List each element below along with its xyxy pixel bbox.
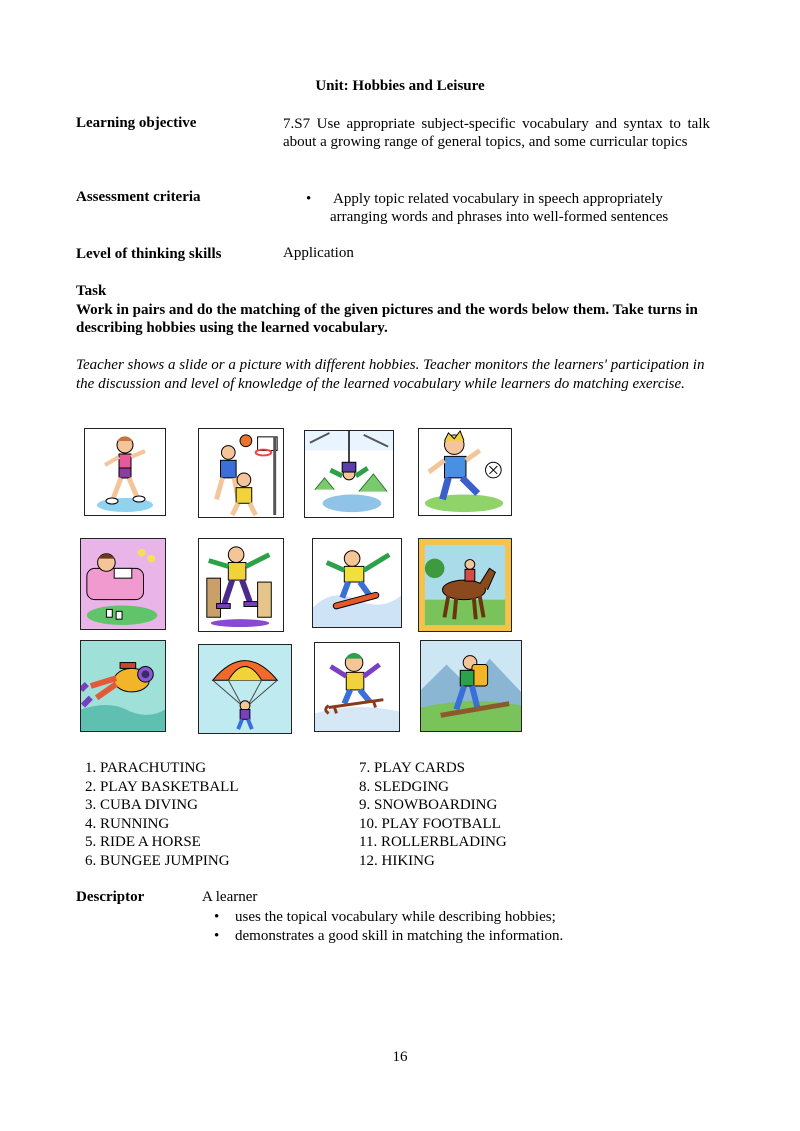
snowboarder-icon (312, 538, 402, 628)
teacher-note: Teacher shows a slide or a picture with different hobbies. Teacher monitors the learners' participation in the discussion and level of knowledge of the learned vocabulary while learners do matching exercise. (76, 357, 705, 392)
descriptor-label: Descriptor (76, 889, 145, 905)
assessment-criteria-bullet: • (306, 191, 312, 207)
scuba-diver-icon (80, 640, 166, 732)
learning-objective-label: Learning objective (76, 115, 197, 131)
parachutist-icon (198, 644, 292, 734)
task-instruction: Work in pairs and do the matching of the given pictures and the words below them. Take turns in describing hobbies using the learned vocabulary. (76, 302, 698, 336)
assessment-criteria-value (330, 190, 713, 226)
card-player-icon (80, 538, 166, 630)
vocab-item: 8. SLEDGING (359, 778, 449, 795)
horse-rider-icon (418, 538, 512, 632)
vocab-item: 10. PLAY FOOTBALL (359, 815, 501, 832)
descriptor-intro: A learner (202, 889, 258, 905)
assessment-criteria-line-2: arranging words and phrases into well-formed sentences (330, 209, 669, 225)
football-boy-icon (418, 428, 512, 516)
rollerblader-icon (198, 538, 284, 632)
vocab-item: 2. PLAY BASKETBALL (85, 778, 239, 795)
vocab-item: 5. RIDE A HORSE (85, 834, 201, 850)
thinking-skills-label: Level of thinking skills (76, 246, 222, 262)
sledger-icon (314, 642, 400, 732)
learning-objective-value: 7.S7 Use appropriate subject-specific vocabulary and syntax to talk about a growing range of general topics, and some curricular topics (283, 116, 710, 150)
thinking-skills-value: Application (283, 245, 354, 261)
task-heading: Task (76, 283, 107, 299)
vocab-item: 11. ROLLERBLADING (359, 834, 507, 850)
descriptor-item: • uses the topical vocabulary while describing hobbies; (210, 908, 690, 927)
vocab-item: 6. BUNGEE JUMPING (85, 852, 230, 869)
vocab-list-right (359, 759, 507, 870)
running-girl-icon (84, 428, 166, 516)
page-number: 16 (392, 1049, 408, 1065)
vocab-list-left (85, 759, 239, 870)
page-title: Unit: Hobbies and Leisure (315, 78, 485, 94)
basketball-players-icon (198, 428, 284, 518)
vocab-item: 3. CUBA DIVING (85, 797, 198, 813)
hiker-icon (420, 640, 522, 732)
descriptor-list (210, 908, 690, 946)
assessment-criteria-line-1: Apply topic related vocabulary in speech appropriately (333, 191, 663, 207)
descriptor-item: • demonstrates a good skill in matching the information. (210, 927, 690, 946)
bungee-jumper-icon (304, 430, 394, 518)
vocab-item: 7. PLAY CARDS (359, 760, 466, 776)
vocab-item: 1. PARACHUTING (85, 760, 207, 776)
vocab-item: 4. RUNNING (85, 815, 170, 832)
vocab-item: 12. HIKING (359, 852, 435, 869)
assessment-criteria-label: Assessment criteria (76, 189, 201, 205)
vocab-item: 9. SNOWBOARDING (359, 797, 498, 813)
